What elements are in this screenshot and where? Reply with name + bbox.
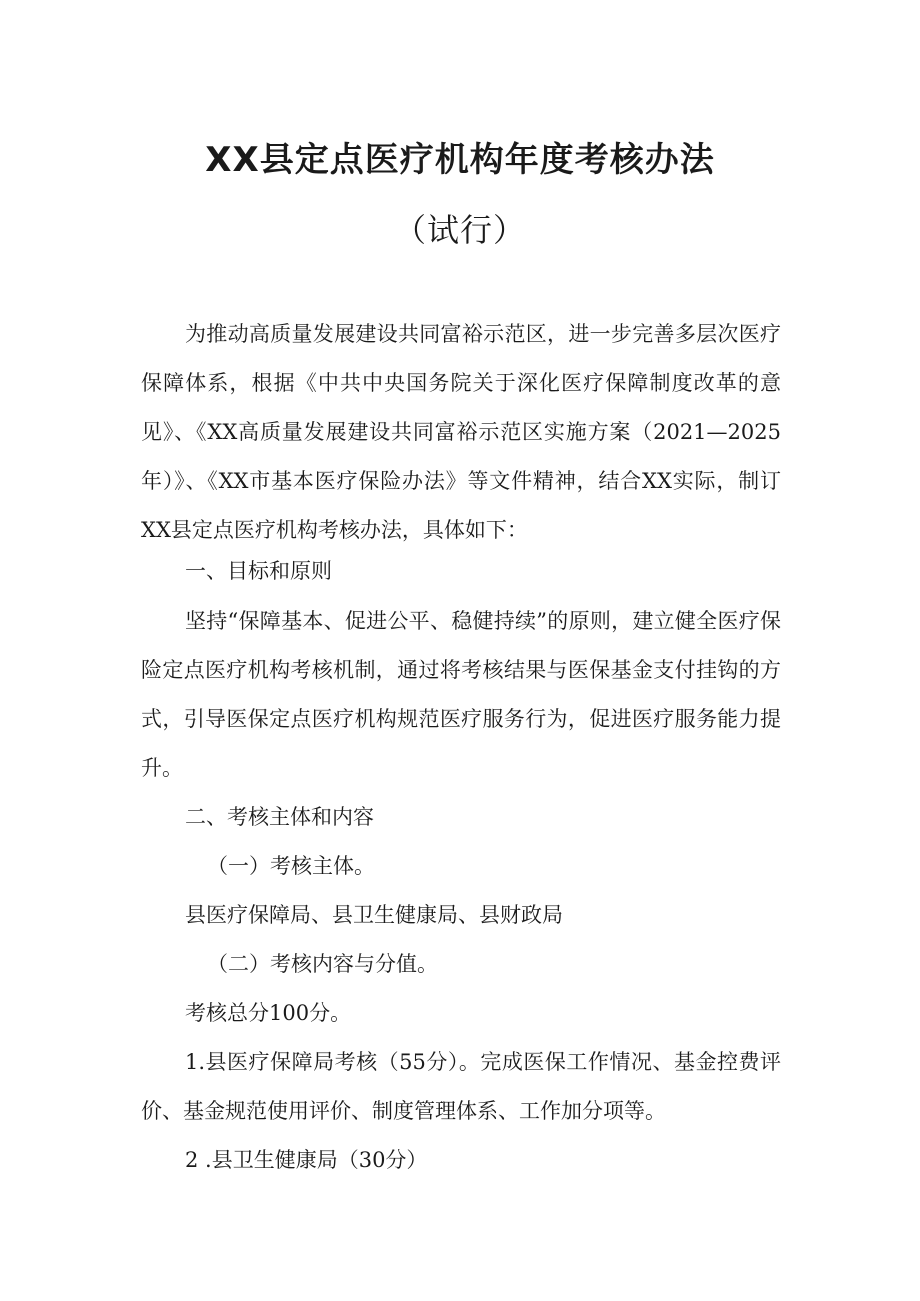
subheading-text: （一）考核主体。 xyxy=(207,854,375,878)
paragraph-item-2 xyxy=(141,1136,781,1185)
document-subtitle: （试行） xyxy=(393,211,526,249)
paragraph-text: 考核总分100分。 xyxy=(185,1001,352,1025)
heading-text: 二、考核主体和内容 xyxy=(185,805,374,829)
subheading-assessment-subject xyxy=(141,842,781,891)
paragraph-text: 为推动高质量发展建设共同富裕示范区，进一步完善多层次医疗保障体系，根据《中共中央国务院关于深化医疗保障制度改革的意见》、《XX高质量发展建设共同富裕示范区实施方案（2021—2025年）》、《XX市基本医疗保险办法》等文件精神，结合XX实际，制订XX县定点医疗机构考核办法，具体如下： xyxy=(141,322,781,542)
heading-text: 一、目标和原则 xyxy=(185,559,332,583)
paragraph-text: 2 .县卫生健康局（30分） xyxy=(185,1148,428,1172)
paragraph-text: 坚持“保障基本、促进公平、稳健持续”的原则，建立健全医疗保险定点医疗机构考核机制，通过将考核结果与医保基金支付挂钩的方式，引导医保定点医疗机构规范医疗服务行为，促进医疗服务能力提升。 xyxy=(141,609,781,780)
paragraph-text: 县医疗保障局、县卫生健康局、县财政局 xyxy=(185,903,563,927)
paragraph-item-1 xyxy=(141,1038,781,1136)
subheading-assessment-content xyxy=(141,940,781,989)
paragraph-principles xyxy=(141,597,781,793)
section-heading-goals xyxy=(141,547,781,596)
paragraph-text: 1.县医疗保障局考核（55分）。完成医保工作情况、基金控费评价、基金规范使用评价、制度管理体系、工作加分项等。 xyxy=(141,1050,781,1123)
section-heading-subject-content xyxy=(141,793,781,842)
paragraph-total-score xyxy=(141,989,781,1038)
subheading-text: （二）考核内容与分值。 xyxy=(207,952,438,976)
paragraph-assessment-bodies xyxy=(141,891,781,940)
paragraph-intro xyxy=(141,310,781,555)
document-title: XX县定点医疗机构年度考核办法 xyxy=(205,140,715,180)
